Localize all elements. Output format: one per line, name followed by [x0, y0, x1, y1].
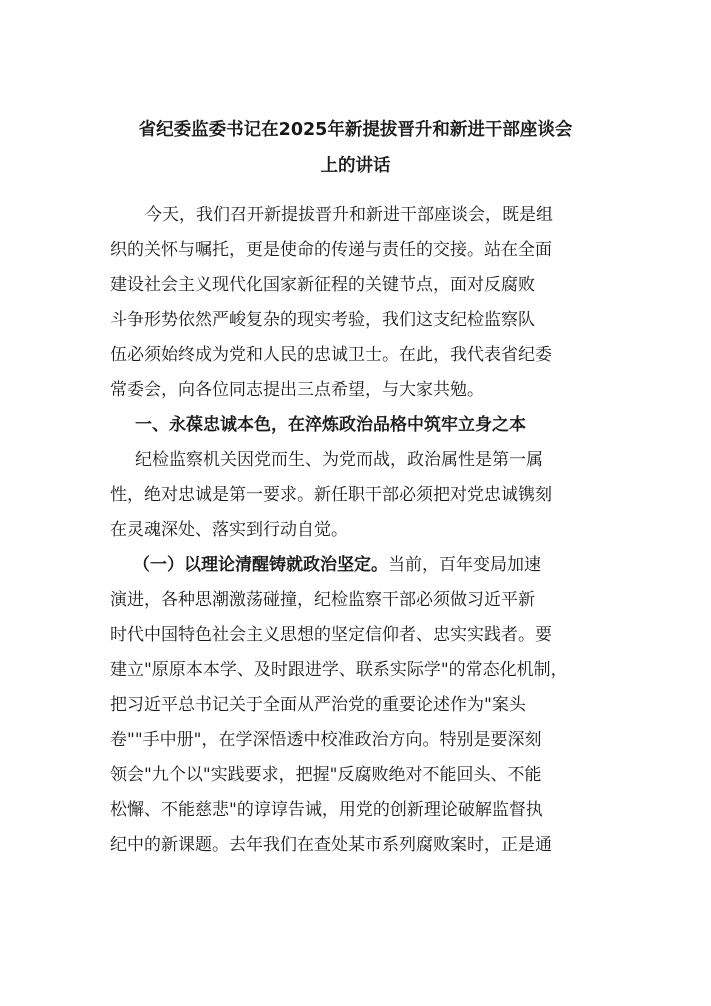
- section-1-line-2: 性，绝对忠诚是第一要求。新任职干部必须把对党忠诚镌刻: [110, 485, 552, 505]
- subsection-1-line-6: 卷""手中册"，在学深悟透中校准政治方向。特别是要深刻: [110, 730, 542, 750]
- subsection-1-line-8: 松懈、不能慈悲"的谆谆告诫，用党的创新理论破解监督执: [110, 800, 543, 820]
- section-1-heading: 一、永葆忠诚本色，在淬炼政治品格中筑牢立身之本: [135, 415, 526, 435]
- intro-line-3: 建设社会主义现代化国家新征程的关键节点，面对反腐败: [110, 275, 535, 295]
- subsection-1-line-9: 纪中的新课题。去年我们在查处某市系列腐败案时，正是通: [110, 835, 552, 855]
- subsection-1-first-line: [133, 553, 541, 577]
- intro-line-5: 伍必须始终成为党和人民的忠诚卫士。在此，我代表省纪委: [110, 345, 552, 365]
- subsection-1-line-2: 演进，各种思潮激荡碰撞，纪检监察干部必须做习近平新: [110, 590, 535, 610]
- subsection-1-first-text: 当前，百年变局加速: [388, 555, 541, 575]
- intro-line-2: 织的关怀与嘱托，更是使命的传递与责任的交接。站在全面: [110, 240, 552, 260]
- subsection-1-line-4: 建立"原原本本学、及时跟进学、联系实际学"的常态化机制，: [110, 660, 568, 680]
- intro-line-6: 常委会，向各位同志提出三点希望，与大家共勉。: [110, 380, 484, 400]
- section-1-line-1: 纪检监察机关因党而生、为党而战，政治属性是第一属: [135, 450, 543, 470]
- document-title-line-1: 省纪委监委书记在2025年新提拔晋升和新进干部座谈会: [138, 120, 573, 140]
- document-title-line-2: 上的讲话: [320, 156, 391, 176]
- subsection-1-line-7: 领会"九个以"实践要求，把握"反腐败绝对不能回头、不能: [110, 765, 542, 785]
- subsection-1-line-5: 把习近平总书记关于全面从严治党的重要论述作为"案头: [110, 695, 526, 715]
- intro-line-1: 今天，我们召开新提拔晋升和新进干部座谈会，既是组: [145, 205, 553, 225]
- subsection-1-title: （一）以理论清醒铸就政治坚定。: [133, 555, 388, 575]
- section-1-line-3: 在灵魂深处、落实到行动自觉。: [110, 520, 348, 540]
- subsection-1-line-3: 时代中国特色社会主义思想的坚定信仰者、忠实实践者。要: [110, 625, 552, 645]
- intro-line-4: 斗争形势依然严峻复杂的现实考验，我们这支纪检监察队: [110, 310, 535, 330]
